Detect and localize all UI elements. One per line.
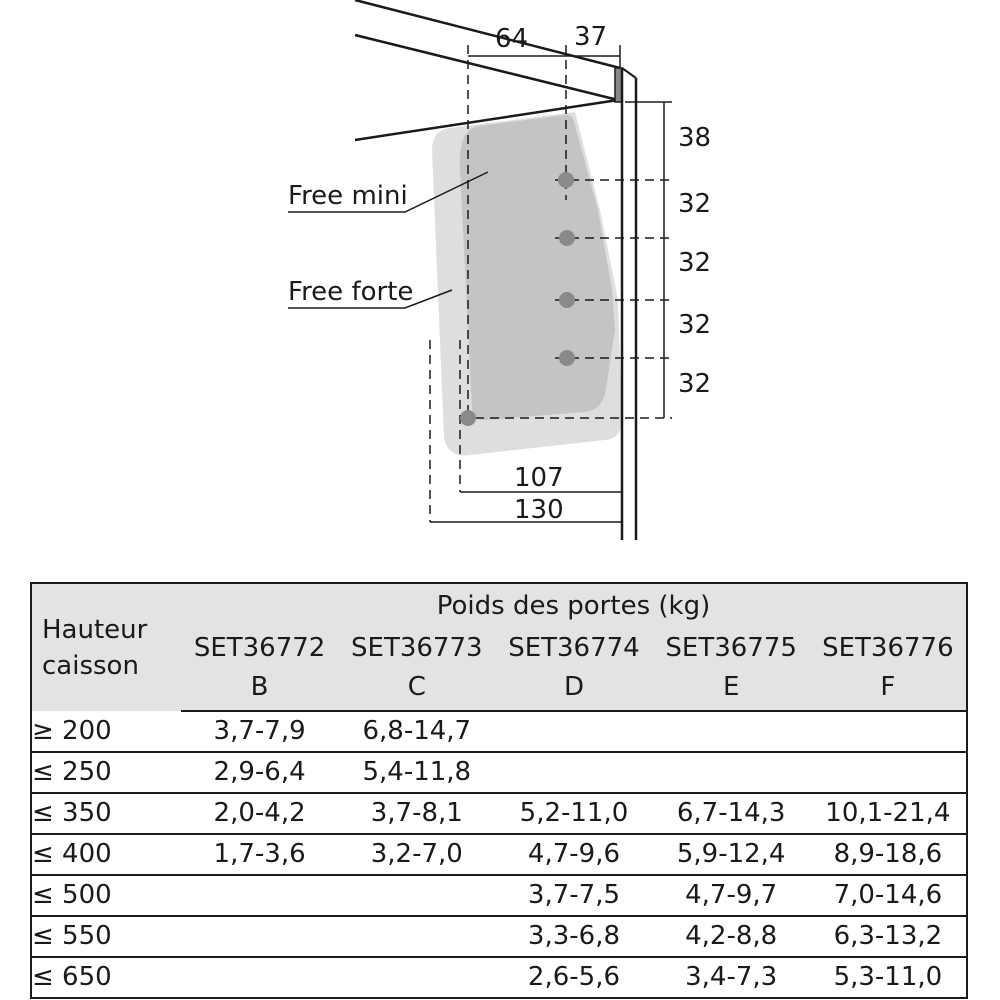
row-height: ≤ 350 — [31, 793, 181, 834]
dim-64: 64 — [495, 24, 529, 54]
table-row — [31, 834, 967, 875]
hole-5 — [460, 410, 476, 426]
col-ref: SET36772 — [181, 628, 338, 668]
cell: 3,7-8,1 — [338, 793, 495, 834]
cell — [181, 875, 338, 916]
dim-130: 130 — [514, 495, 564, 525]
cell: 2,6-5,6 — [495, 957, 652, 998]
col-ref: SET36775 — [653, 628, 810, 668]
cell — [495, 752, 652, 793]
cell — [495, 711, 652, 752]
group-header: Poids des portes (kg) — [181, 583, 967, 628]
cell — [810, 752, 967, 793]
cell: 3,3-6,8 — [495, 916, 652, 957]
cell: 2,0-4,2 — [181, 793, 338, 834]
cell — [181, 957, 338, 998]
col-letter: C — [338, 668, 495, 711]
col-letter: F — [810, 668, 967, 711]
col-letter: E — [653, 668, 810, 711]
cell: 6,8-14,7 — [362, 716, 472, 746]
cell: 3,7-7,9 — [213, 716, 306, 746]
free-mini-label: Free mini — [288, 181, 408, 211]
cell — [338, 875, 495, 916]
cell: 3,7-7,5 — [495, 875, 652, 916]
row-height: ≤ 550 — [31, 916, 181, 957]
door-weight-table — [30, 582, 968, 999]
dim-107: 107 — [514, 463, 564, 493]
cell: 10,1-21,4 — [810, 793, 967, 834]
cell — [810, 711, 967, 752]
dim-38: 38 — [678, 123, 712, 153]
table-row — [31, 875, 967, 916]
table-body — [31, 711, 967, 998]
row-height: ≤ 250 — [31, 752, 181, 793]
hole-1 — [558, 172, 574, 188]
table-row — [31, 793, 967, 834]
dim-32-a: 32 — [678, 189, 712, 219]
cell: 4,2-8,8 — [653, 916, 810, 957]
free-mini-shape — [460, 115, 615, 420]
cell — [653, 711, 810, 752]
cell: 4,7-9,7 — [653, 875, 810, 916]
col-letter: D — [495, 668, 652, 711]
cell — [338, 957, 495, 998]
dim-32-d: 32 — [678, 369, 712, 399]
cabinet-wall-top — [622, 68, 636, 78]
free-forte-label: Free forte — [288, 277, 414, 307]
dim-37: 37 — [574, 22, 608, 52]
hole-4 — [559, 350, 575, 366]
dim-32-c: 32 — [678, 310, 712, 340]
col-ref: SET36773 — [338, 628, 495, 668]
table-row — [31, 752, 967, 793]
cell: 5,4-11,8 — [338, 752, 495, 793]
col-ref: SET36774 — [495, 628, 652, 668]
cell: 3,2-7,0 — [338, 834, 495, 875]
row-height: ≤ 400 — [31, 834, 181, 875]
cell: 4,7-9,6 — [495, 834, 652, 875]
cell: 2,9-6,4 — [181, 752, 338, 793]
cell — [338, 916, 495, 957]
cell: 5,2-11,0 — [495, 793, 652, 834]
cell: 8,9-18,6 — [810, 834, 967, 875]
row-height: ≤ 500 — [31, 875, 181, 916]
col-letter: B — [181, 668, 338, 711]
table-row — [31, 916, 967, 957]
table-row — [31, 957, 967, 998]
cell: 6,7-14,3 — [653, 793, 810, 834]
hole-3 — [559, 292, 575, 308]
dim-32-b: 32 — [678, 248, 712, 278]
table-row — [31, 711, 967, 752]
cell: 6,3-13,2 — [810, 916, 967, 957]
cell — [653, 752, 810, 793]
col-ref: SET36776 — [810, 628, 967, 668]
cell: 7,0-14,6 — [810, 875, 967, 916]
cell — [181, 916, 338, 957]
cell: 5,9-12,4 — [653, 834, 810, 875]
row-height: ≥ 200 — [32, 715, 112, 746]
row-height: ≤ 650 — [31, 957, 181, 998]
hole-2 — [559, 230, 575, 246]
cell: 5,3-11,0 — [810, 957, 967, 998]
cell: 1,7-3,6 — [181, 834, 338, 875]
row-header: Hauteur caisson — [31, 583, 181, 711]
cell: 3,4-7,3 — [653, 957, 810, 998]
